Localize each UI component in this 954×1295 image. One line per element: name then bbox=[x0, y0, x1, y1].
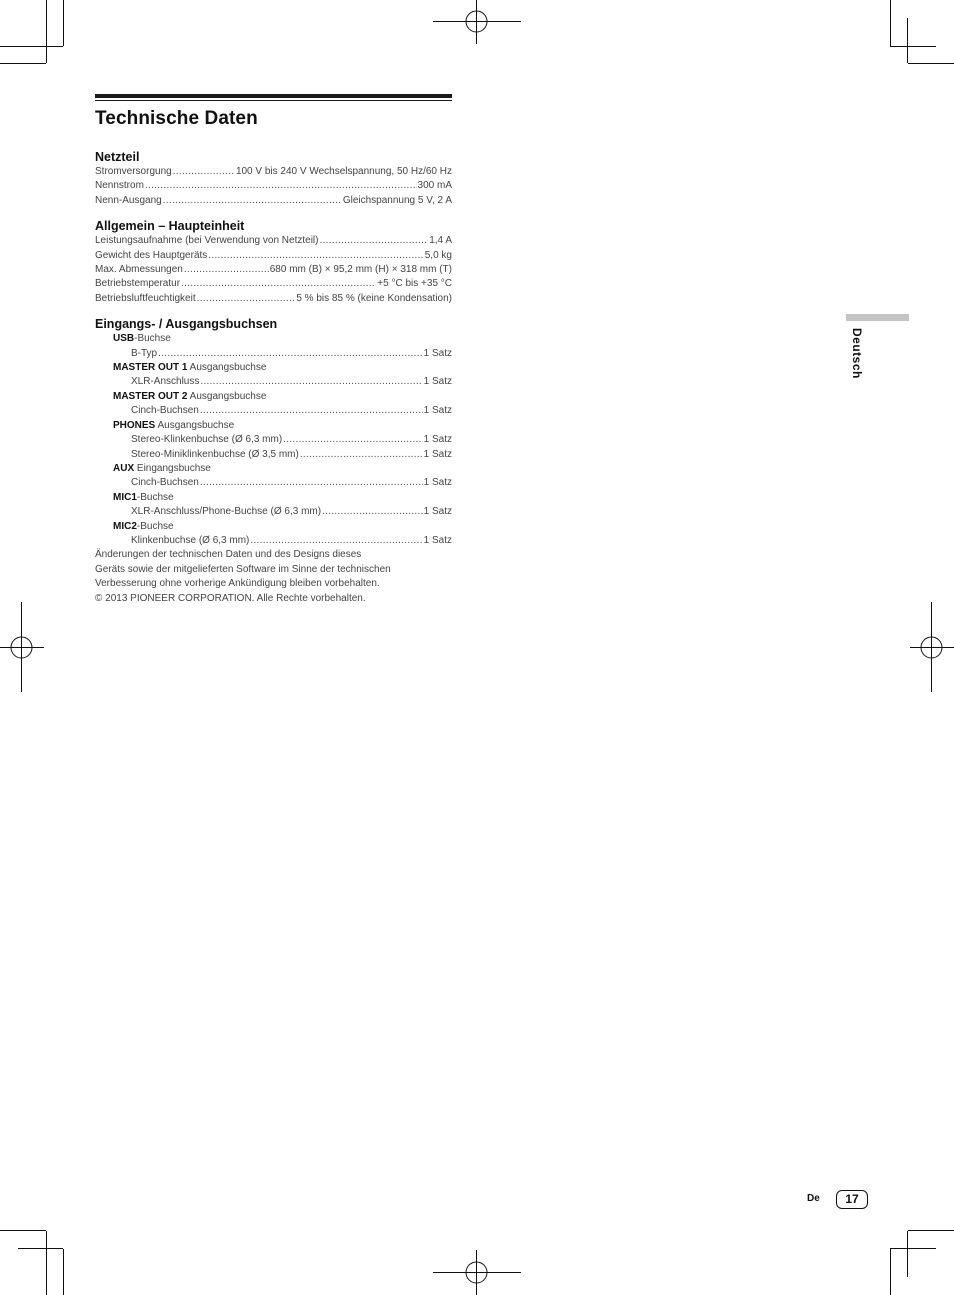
spec-label: Betriebsluftfeuchtigkeit bbox=[95, 292, 196, 304]
spec-value: 300 mA bbox=[417, 180, 452, 192]
leader-dots bbox=[200, 476, 423, 490]
spec-row bbox=[95, 263, 452, 277]
spec-value: 1 Satz bbox=[423, 477, 452, 489]
language-tab-bar bbox=[846, 314, 909, 321]
leader-dots bbox=[163, 194, 342, 208]
leader-dots bbox=[319, 234, 428, 248]
section-heading: Allgemein – Haupteinheit bbox=[95, 219, 245, 234]
spec-value: 1 Satz bbox=[423, 347, 452, 359]
jack-type: Eingangsbuchse bbox=[134, 462, 211, 474]
page-number: 17 bbox=[836, 1190, 868, 1209]
spec-value: Gleichspannung 5 V, 2 A bbox=[342, 194, 452, 206]
spec-value: 100 V bis 240 V Wechselspannung, 50 Hz/60 Hz bbox=[235, 166, 452, 177]
spec-row bbox=[95, 375, 452, 389]
spec-label: Stereo-Klinkenbuchse (Ø 6,3 mm) bbox=[131, 434, 283, 446]
spec-row bbox=[95, 476, 452, 490]
jack-name: MIC1 bbox=[113, 491, 137, 503]
leader-dots bbox=[200, 375, 422, 389]
spec-value: +5 °C bis +35 °C bbox=[377, 278, 452, 290]
spec-label: Cinch-Buchsen bbox=[131, 477, 199, 489]
leader-dots bbox=[250, 534, 422, 548]
jack-type: -Buchse bbox=[136, 491, 174, 503]
spec-label: XLR-Anschluss bbox=[131, 376, 200, 388]
section-general-main-unit bbox=[95, 219, 452, 306]
spec-value: 1 Satz bbox=[423, 405, 452, 417]
notes-block bbox=[95, 548, 452, 606]
copyright-line: © 2013 PIONEER CORPORATION. Alle Rechte vorbehalten. bbox=[95, 592, 366, 604]
leader-dots bbox=[208, 249, 423, 263]
spec-value: 1,4 A bbox=[429, 235, 452, 247]
jack-heading bbox=[95, 332, 452, 346]
spec-label: Nenn-Ausgang bbox=[95, 194, 162, 206]
spec-label: Stromversorgung bbox=[95, 166, 172, 177]
section-heading: Netzteil bbox=[95, 150, 140, 164]
spec-row bbox=[95, 249, 452, 263]
jack-type: Ausgangsbuchse bbox=[187, 390, 267, 402]
jack-type: -Buchse bbox=[136, 520, 174, 532]
spec-label: Nennstrom bbox=[95, 180, 144, 192]
note-line: Änderungen der technischen Daten und des Designs dieses bbox=[95, 549, 362, 561]
title-rule-thin bbox=[95, 100, 452, 101]
leader-dots bbox=[200, 404, 423, 418]
jack-heading bbox=[95, 419, 452, 433]
spec-value: 5 % bis 85 % (keine Kondensation) bbox=[296, 292, 452, 304]
spec-label: XLR-Anschluss/Phone-Buchse (Ø 6,3 mm) bbox=[131, 506, 322, 518]
language-tab-label: Deutsch bbox=[850, 328, 864, 379]
spec-row bbox=[95, 179, 452, 193]
spec-value: 1 Satz bbox=[423, 376, 452, 388]
spec-row bbox=[95, 448, 452, 462]
jack-name: USB bbox=[113, 333, 135, 345]
spec-label: Gewicht des Hauptgeräts bbox=[95, 249, 208, 261]
jack-type: Ausgangsbuchse bbox=[187, 362, 267, 374]
title-rule-thick bbox=[95, 94, 452, 98]
spec-value: 1 Satz bbox=[423, 506, 452, 518]
spec-label: Cinch-Buchsen bbox=[131, 405, 199, 417]
jack-name: MIC2 bbox=[113, 520, 137, 532]
spec-value: 680 mm (B) × 95,2 mm (H) × 318 mm (T) bbox=[269, 264, 452, 276]
spec-row bbox=[95, 277, 452, 291]
leader-dots bbox=[181, 277, 376, 291]
footer-language-code: De bbox=[807, 1193, 820, 1204]
leader-dots bbox=[283, 433, 422, 447]
spec-row bbox=[95, 165, 452, 179]
spec-label: Stereo-Miniklinkenbuchse (Ø 3,5 mm) bbox=[131, 448, 299, 460]
jack-name: PHONES bbox=[113, 419, 156, 431]
jack-heading bbox=[95, 462, 452, 476]
jack-heading bbox=[95, 520, 452, 534]
spec-value: 1 Satz bbox=[423, 534, 452, 546]
spec-row bbox=[95, 292, 452, 306]
leader-dots bbox=[145, 179, 417, 193]
spec-row bbox=[95, 194, 452, 208]
jack-heading bbox=[95, 390, 452, 404]
spec-label: Betriebstemperatur bbox=[95, 278, 181, 290]
spec-row bbox=[95, 433, 452, 447]
spec-row bbox=[95, 404, 452, 418]
leader-dots bbox=[173, 165, 235, 179]
note-line: Verbesserung ohne vorherige Ankündigung bleiben vorbehalten. bbox=[95, 578, 380, 590]
section-power-supply bbox=[95, 150, 452, 208]
jack-heading bbox=[95, 491, 452, 505]
spec-value: 5,0 kg bbox=[424, 249, 452, 261]
spec-row bbox=[95, 534, 452, 548]
spec-value: 1 Satz bbox=[423, 448, 452, 460]
jack-name: MASTER OUT 1 bbox=[113, 362, 188, 374]
spec-label: Klinkenbuchse (Ø 6,3 mm) bbox=[131, 534, 250, 546]
jack-type: -Buchse bbox=[134, 333, 171, 345]
spec-row bbox=[95, 505, 452, 519]
spec-label: Max. Abmessungen bbox=[95, 264, 183, 276]
leader-dots bbox=[184, 263, 269, 277]
page-title: Technische Daten bbox=[95, 108, 258, 129]
jack-heading bbox=[95, 361, 452, 375]
spec-column bbox=[95, 94, 452, 606]
section-heading: Eingangs- / Ausgangsbuchsen bbox=[95, 317, 278, 332]
leader-dots bbox=[158, 347, 423, 361]
leader-dots bbox=[322, 505, 423, 519]
section-input-output-jacks bbox=[95, 317, 452, 548]
spec-row bbox=[95, 347, 452, 361]
spec-value: 1 Satz bbox=[423, 434, 452, 446]
spec-label: Leistungsaufnahme (bei Verwendung von Netzteil) bbox=[95, 235, 319, 247]
spec-label: B-Typ bbox=[131, 347, 158, 359]
jack-type: Ausgangsbuchse bbox=[155, 419, 235, 431]
leader-dots bbox=[300, 448, 423, 462]
jack-name: MASTER OUT 2 bbox=[113, 390, 188, 402]
note-line: Geräts sowie der mitgelieferten Software im Sinne der technischen bbox=[95, 563, 391, 575]
jack-name: AUX bbox=[113, 462, 135, 474]
spec-row bbox=[95, 234, 452, 248]
leader-dots bbox=[197, 292, 296, 306]
